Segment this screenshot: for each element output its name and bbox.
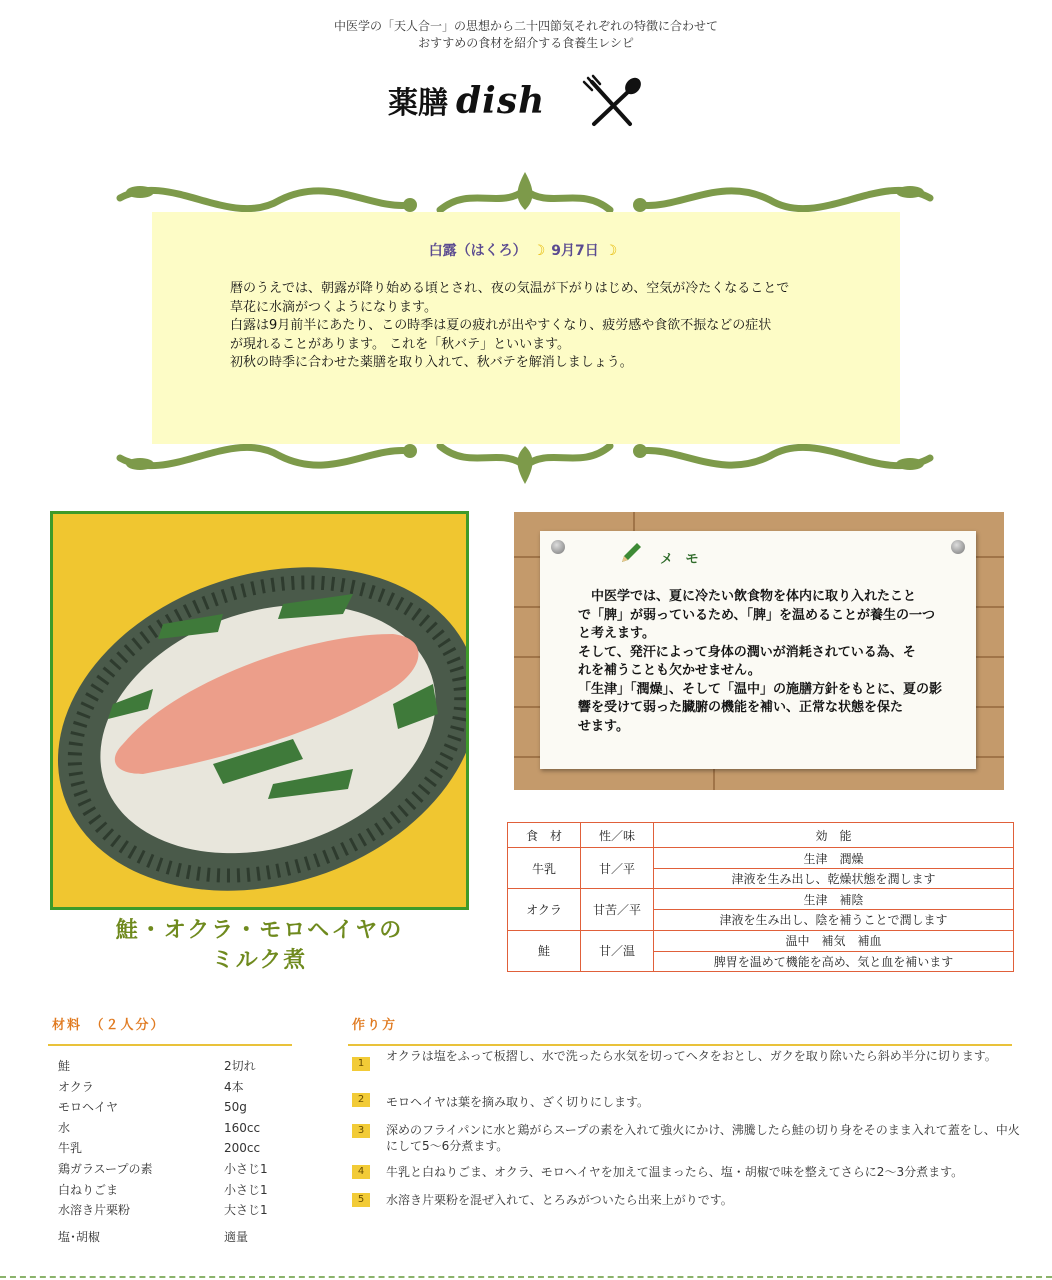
pushpin-icon (951, 540, 965, 554)
ingredient-amount: 小さじ1 (224, 1182, 268, 1197)
ingredient-amount: 200cc (224, 1141, 261, 1156)
list-item (58, 1056, 288, 1077)
step-item (352, 1164, 1028, 1192)
food-cell: オクラ (508, 889, 581, 930)
step-item (352, 1192, 1028, 1216)
list-item (58, 1227, 288, 1248)
list-item (58, 1200, 288, 1221)
ingredients-label: 材料 （２人分） (52, 1018, 166, 1033)
memo-line: れを補うことも欠かせません。 (578, 663, 761, 678)
list-item (58, 1138, 288, 1159)
dish-title-line: ミルク煮 (211, 948, 308, 973)
dish-title-line: 鮭・オクラ・モロヘイヤの (115, 918, 404, 943)
table-row (508, 848, 1014, 869)
intro-line: おすすめの食材を紹介する食養生レシピ (418, 36, 634, 50)
nature-cell: 甘／平 (581, 848, 654, 889)
step-number: 1 (352, 1057, 370, 1071)
season-line: 初秋の時季に合わせた薬膳を取り入れて、秋バテを解消しましょう。 (230, 355, 633, 370)
ingredient-name: モロヘイヤ (58, 1100, 119, 1115)
method-label: 作り方 (352, 1018, 398, 1033)
season-heading (152, 240, 900, 260)
season-name: 白露（はくろ） (428, 243, 527, 259)
season-line: 草花に水滴がつくようになります。 (230, 299, 437, 315)
table-header: 性／味 (581, 823, 654, 848)
memo-text (578, 588, 948, 736)
ingredient-name: オクラ (58, 1079, 94, 1094)
bottom-divider (0, 1276, 1052, 1278)
step-number: 4 (352, 1165, 370, 1179)
detail-cell: 津液を生み出し、陰を補うことで潤します (654, 910, 1014, 930)
effect-cell: 生津 補陰 (654, 889, 1014, 910)
pencil-icon (618, 540, 644, 566)
effect-cell: 生津 潤燥 (654, 848, 1014, 869)
ingredient-amount: 適量 (224, 1229, 249, 1244)
ingredients-list (58, 1056, 288, 1247)
table-header: 食 材 (508, 823, 581, 848)
memo-line: そして、発汗によって身体の潤いが消耗されている為、そ (578, 644, 916, 660)
ingredient-amount: 160cc (224, 1120, 261, 1135)
step-text: モロヘイヤは葉を摘み取り、ざく切りにします。 (386, 1095, 650, 1109)
season-line: 暦のうえでは、朝露が降り始める頃とされ、夜の気温が下がりはじめ、空気が冷たくなることで (230, 281, 790, 296)
table-row (508, 930, 1014, 951)
memo-line: 響を受けて弱った臓腑の機能を補い、正常な状態を保た (578, 700, 904, 715)
ingredient-name: 鮭 (58, 1059, 71, 1073)
effects-table (507, 822, 1014, 972)
step-item (352, 1094, 1028, 1122)
fork-spoon-icon (582, 74, 642, 129)
dish-photo (50, 511, 469, 910)
season-line: 白露は9月前半にあたり、この時季は夏の疲れが出やすくなり、疲労感や食欲不振などの症状 (230, 318, 772, 333)
dish-illustration (53, 514, 466, 907)
memo-line: 中医学では、夏に冷たい飲食物を体内に取り入れたこと (578, 589, 917, 604)
nature-cell: 甘苦／平 (581, 889, 654, 930)
step-text: 水溶き片栗粉を混ぜ入れて、とろみがついたら出来上がりです。 (386, 1193, 733, 1207)
site-logo (388, 78, 545, 122)
step-text: 牛乳と白ねりごま、オクラ、モロヘイヤを加えて温まったら、塩・胡椒で味を整えてさらに2～3分煮ます。 (386, 1165, 964, 1179)
table-row (508, 889, 1014, 910)
intro-line: 中医学の「天人合一」の思想から二十四節気それぞれの特徴に合わせて (333, 19, 718, 33)
ingredients-rule (48, 1044, 292, 1046)
list-item (58, 1077, 288, 1098)
dish-title (50, 916, 469, 976)
memo-line: で「脾」が弱っているため、「脾」を温めることが養生の一つ (578, 607, 935, 623)
list-item (58, 1097, 288, 1118)
ingredient-name: 水溶き片栗粉 (58, 1203, 131, 1218)
season-date: 9月7日 (551, 243, 599, 259)
memo-line: と考えます。 (578, 626, 655, 641)
method-steps (352, 1046, 1028, 1216)
pushpin-icon (551, 540, 565, 554)
crescent-moon-icon: ☽ (604, 243, 618, 259)
food-cell: 鮭 (508, 930, 581, 971)
season-description (230, 280, 840, 373)
crescent-moon-icon: ☽ (532, 243, 546, 259)
logo-jp: 薬膳 (388, 86, 448, 121)
table-header: 効 能 (654, 823, 1014, 848)
logo-en: dish (456, 80, 546, 122)
step-number: 2 (352, 1093, 370, 1107)
memo-line: せます。 (578, 718, 629, 734)
ingredient-name: 水 (58, 1120, 71, 1135)
ingredient-amount: 50g (224, 1100, 247, 1115)
memo-heading: メ モ (660, 552, 703, 567)
step-item (352, 1122, 1028, 1164)
detail-cell: 津液を生み出し、乾燥状態を潤します (654, 869, 1014, 889)
season-line: が現れることがあります。 これを「秋バテ」といいます。 (230, 336, 571, 352)
nature-cell: 甘／温 (581, 930, 654, 971)
effect-cell: 温中 補気 補血 (654, 930, 1014, 951)
intro-text (0, 18, 1052, 52)
step-number: 5 (352, 1193, 370, 1207)
step-text: オクラは塩をふって板摺し、水で洗ったら水気を切ってヘタをおとし、ガクを取り除いたら斜め半分に切ります。 (386, 1049, 997, 1063)
step-item (352, 1046, 1028, 1094)
ingredient-name: 塩･胡椒 (58, 1229, 101, 1244)
list-item (58, 1180, 288, 1201)
ingredient-amount: 2切れ (224, 1059, 256, 1073)
step-number: 3 (352, 1124, 370, 1138)
ingredient-name: 鶏ガラスープの素 (58, 1161, 153, 1176)
memo-line: 「生津」「潤燥」、そして「温中」の施膳方針をもとに、夏の影 (578, 681, 943, 697)
step-text: 深めのフライパンに水と鶏がらスープの素を入れて強火にかけ、沸騰したら鮭の切り身をそのまま入れて蓋をし、中火にして5～6分煮ます。 (386, 1123, 1020, 1153)
list-item (58, 1118, 288, 1139)
food-cell: 牛乳 (508, 848, 581, 889)
ingredient-name: 牛乳 (58, 1141, 83, 1156)
list-item (58, 1159, 288, 1180)
ingredient-name: 白ねりごま (58, 1182, 119, 1197)
ingredient-amount: 大さじ1 (224, 1203, 268, 1218)
ingredient-amount: 4本 (224, 1079, 244, 1094)
ingredient-amount: 小さじ1 (224, 1161, 268, 1176)
table-header-row (508, 823, 1014, 848)
detail-cell: 脾胃を温めて機能を高め、気と血を補います (654, 951, 1014, 971)
